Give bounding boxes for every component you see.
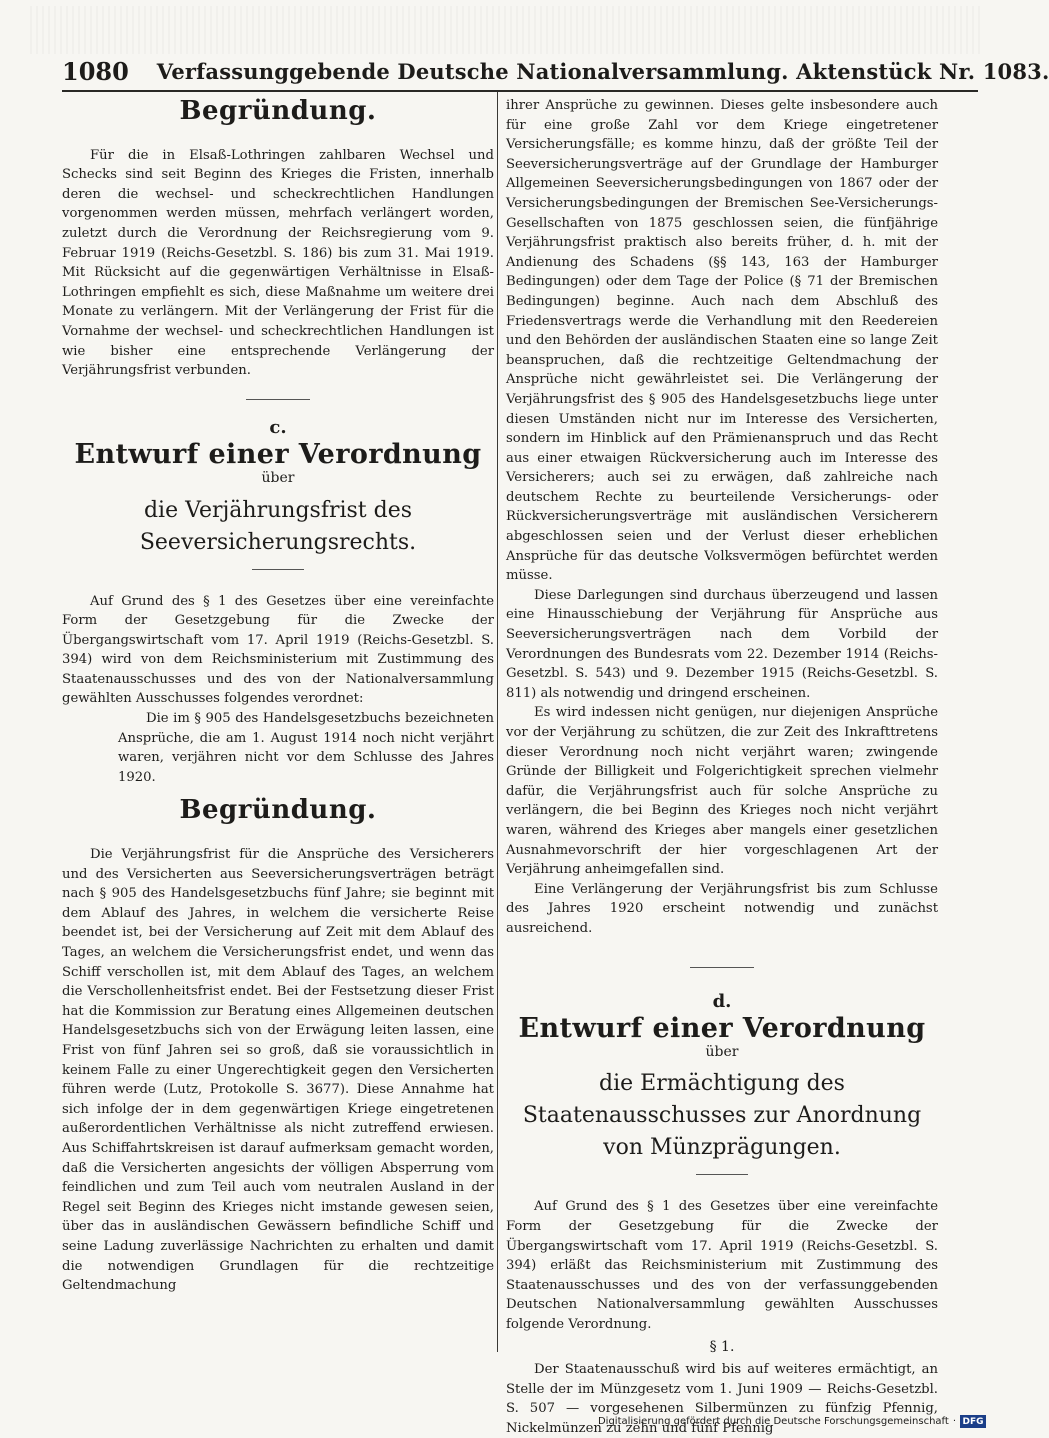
ordinance-paragraph: Die im § 905 des Handelsgesetzbuchs bezeichneten Ansprüche, die am 1. August 1914 noch nicht verjährt waren, verjähren nicht vor dem Schlusse des Jahres 1920. xyxy=(118,711,494,785)
draft-ueber: über xyxy=(705,1043,739,1060)
preamble: Auf Grund des § 1 des Gesetzes über eine vereinfachte Form der Gesetzgebung für die Zwecke der Übergangswirtschaft vom 17. April 1919 (Reichs-Gesetzbl. S. 394) wird von dem Reichsministerium mit Zustimmung des Staatenausschusses und des von der Nationalversammlung gewählten Ausschusses folgendes verordnet: xyxy=(62,593,494,707)
draft-title: Entwurf einer Verordnung xyxy=(518,1013,926,1045)
separator xyxy=(690,967,754,968)
section-letter: c. xyxy=(269,416,287,438)
scan-edge-noise xyxy=(30,6,980,54)
footer-text: Digitalisierung gefördert durch die Deutsche Forschungsgemeinschaft xyxy=(597,1416,949,1427)
dfg-logo: DFG xyxy=(960,1415,986,1428)
paragraph: Für die in Elsaß-Lothringen zahlbaren Wechsel und Schecks sind seit Beginn des Krieges die Fristen, innerhalb deren die wechsel- und scheckrechtlichen Handlungen vorgenommen werden müssen, mehrfach verlängert worden, zuletzt durch die Verordnung der Reichsregierung vom 9. Februar 1919 (Reichs-Gesetzbl. S. 186) bis zum 31. Mai 1919. Mit Rücksicht auf die gegenwärtigen Verhältnisse in Elsaß-Lothringen empfiehlt es sich, diese Maßnahme um weitere drei Monate zu verlängern. Mit der Verlängerung der Frist für die Vornahme der wechsel- und scheckrechtlichen Handlungen ist wie bisher eine entsprechende Verlängerung der Verjährungsfrist verbunden. xyxy=(62,147,494,379)
draft-subject: die Verjährungsfrist des Seeversicherungsrechts. xyxy=(139,497,417,555)
draft-title: Entwurf einer Verordnung xyxy=(74,439,482,471)
header-rule xyxy=(62,90,978,92)
paragraph: Der Staatenausschuß wird bis auf weiteres ermächtigt, an Stelle der im Münzgesetz vom 1. Juni 1909 — Reichs-Gesetzbl. S. 507 — vorgesehenen Silbermünzen zu fünfzig Pfennig, Nickelmünzen zu zehn und fünf Pfennig xyxy=(506,1362,938,1436)
page-number: 1080 xyxy=(62,56,129,86)
separator xyxy=(252,569,304,570)
running-title: Verfassunggebende Deutsche Nationalversammlung. Aktenstück Nr. 1083. xyxy=(156,58,1049,84)
page-header xyxy=(62,54,1049,88)
column-divider xyxy=(497,92,498,1352)
section-letter: d. xyxy=(712,990,732,1012)
digitization-footer xyxy=(598,1415,986,1428)
paragraph: Es wird indessen nicht genügen, nur diejenigen Ansprüche vor der Verjährung zu schützen, die zur Zeit des Inkrafttretens dieser Verordnung noch nicht verjährt waren; zwingende Gründe der Billigkeit und Folgerichtigkeit sprechen vielmehr dafür, die Verjährungsfrist auch für solche Ansprüche zu verlängern, die bei Beginn des Krieges noch nicht verjährt waren, während des Krieges aber mangels einer gesetzlichen Ausnahmevorschrift der hier vorgeschlagenen Art der Verjährung anheimgefallen sind. xyxy=(506,705,938,878)
left-column xyxy=(62,96,494,1396)
draft-ueber: über xyxy=(261,469,295,486)
footer-dot: · xyxy=(952,1416,956,1427)
preamble: Auf Grund des § 1 des Gesetzes über eine vereinfachte Form der Gesetzgebung für die Zwecke der Übergangswirtschaft vom 17. April 1919 (Reichs-Gesetzbl. S. 394) erläßt das Reichsministerium mit Zustimmung des Staatenausschusses und des von der verfassunggebenden Deutschen Nationalversammlung gewählten Ausschusses folgende Verordnung. xyxy=(506,1199,938,1332)
separator xyxy=(696,1174,748,1175)
paragraph: Diese Darlegungen sind durchaus überzeugend und lassen eine Hinausschiebung der Verjährung für Ansprüche aus Seeversicherungsverträgen nach dem Vorbild der Verordnungen des Bundesrats vom 22. Dezember 1914 (Reichs-Gesetzbl. S. 543) und 9. Dezember 1915 (Reichs-Gesetzbl. S. 811) als notwendig und dringend erscheinen. xyxy=(506,587,938,701)
section-heading-begruendung: Begründung. xyxy=(179,96,377,126)
paragraph: Die Verjährungsfrist für die Ansprüche des Versicherers und des Versicherten aus Seeversicherungsverträgen beträgt nach § 905 des Handelsgesetzbuchs fünf Jahre; sie beginnt mit dem Ablauf des Jahres, in welchem die versicherte Reise beendet ist, bei der Versicherung auf Zeit mit dem Ablauf des Tages, an welchem die Versicherungsfrist endet, und wenn das Schiff verschollen ist, mit dem Ablauf des Tages, an welchem die Verschollenheitsfrist endet. Bei der Festsetzung dieser Frist hat die Kommission zur Beratung eines Allgemeinen deutschen Handelsgesetzbuchs sich von der Erwägung leiten lassen, eine Frist von fünf Jahren sei so groß, daß sie voraussichtlich in keinem Falle zu einer Ungerechtigkeit gegen den Versicherten führen werde (Lutz, Protokolle S. 3677). Diese Annahme hat sich infolge der in dem gegenwärtigen Kriege eingetretenen außerordentlichen Verhältnisse als nicht zutreffend erwiesen. Aus Schiffahrtskreisen ist darauf aufmerksam gemacht worden, daß die Versicherten angesichts der völligen Absperrung vom feindlichen und zum Teil auch vom neutralen Ausland in der Regel seit Beginn des Krieges nicht imstande gewesen seien, über das in ausländischen Gewässern befindliche Schiff und seine Ladung zuverlässige Nachrichten zu erhalten und damit die notwendigen Grundlagen für die rechtzeitige Geltendmachung xyxy=(62,847,494,1294)
separator xyxy=(246,399,310,400)
draft-subject: die Ermächtigung des Staatenausschusses zur Anordnung von Münzprägungen. xyxy=(522,1071,922,1161)
ordinance-text xyxy=(118,709,494,787)
paragraph: ihrer Ansprüche zu gewinnen. Dieses gelte insbesondere auch für eine große Zahl vor dem Kriege eingetretener Versicherungsfälle; es komme hinzu, daß der größte Teil der Seeversicherungsverträge auf der Grundlage der Hamburger Allgemeinen Seeversicherungsbedingungen von 1867 oder der Versicherungsbedingungen der Bremischen See-Versicherungs-Gesellschaften von 1875 geschlossen seien, die fünfjährige Verjährungsfrist praktisch also bereits früher, d. h. mit der Andienung des Schadens (§§ 143, 163 der Hamburger Bedingungen) oder dem Tage der Police (§ 71 der Bremischen Bedingungen) beginne. Auch nach dem Abschluß des Friedensvertrags werde die Verhandlung mit den Reedereien und den Behörden der ausländischen Staaten eine so lange Zeit beanspruchen, daß die rechtzeitige Geltendmachung der Ansprüche nicht gewährleistet sei. Die Verlängerung der Verjährungsfrist des § 905 des Handelsgesetzbuchs liege unter diesen Umständen nicht nur im Interesse des Versicherten, sondern im Hinblick auf den Prämienanspruch und das Recht aus einer etwaigen Rückversicherung auch im Interesse des Versicherers; auch sei zu erwägen, daß zahlreiche nach deutschem Rechte zu beurteilende Versicherungs- oder Rückversicherungsverträge mit ausländischen Versicherern abgeschlossen seien und der Verlust dieser erheblichen Ansprüche für das deutsche Volksvermögen befürchtet werden müsse. xyxy=(506,98,938,584)
section-heading-begruendung: Begründung. xyxy=(179,795,377,826)
section-number: § 1. xyxy=(709,1339,735,1356)
paragraph: Eine Verlängerung der Verjährungsfrist bis zum Schlusse des Jahres 1920 erscheint notwendig und zunächst ausreichend. xyxy=(506,881,938,936)
